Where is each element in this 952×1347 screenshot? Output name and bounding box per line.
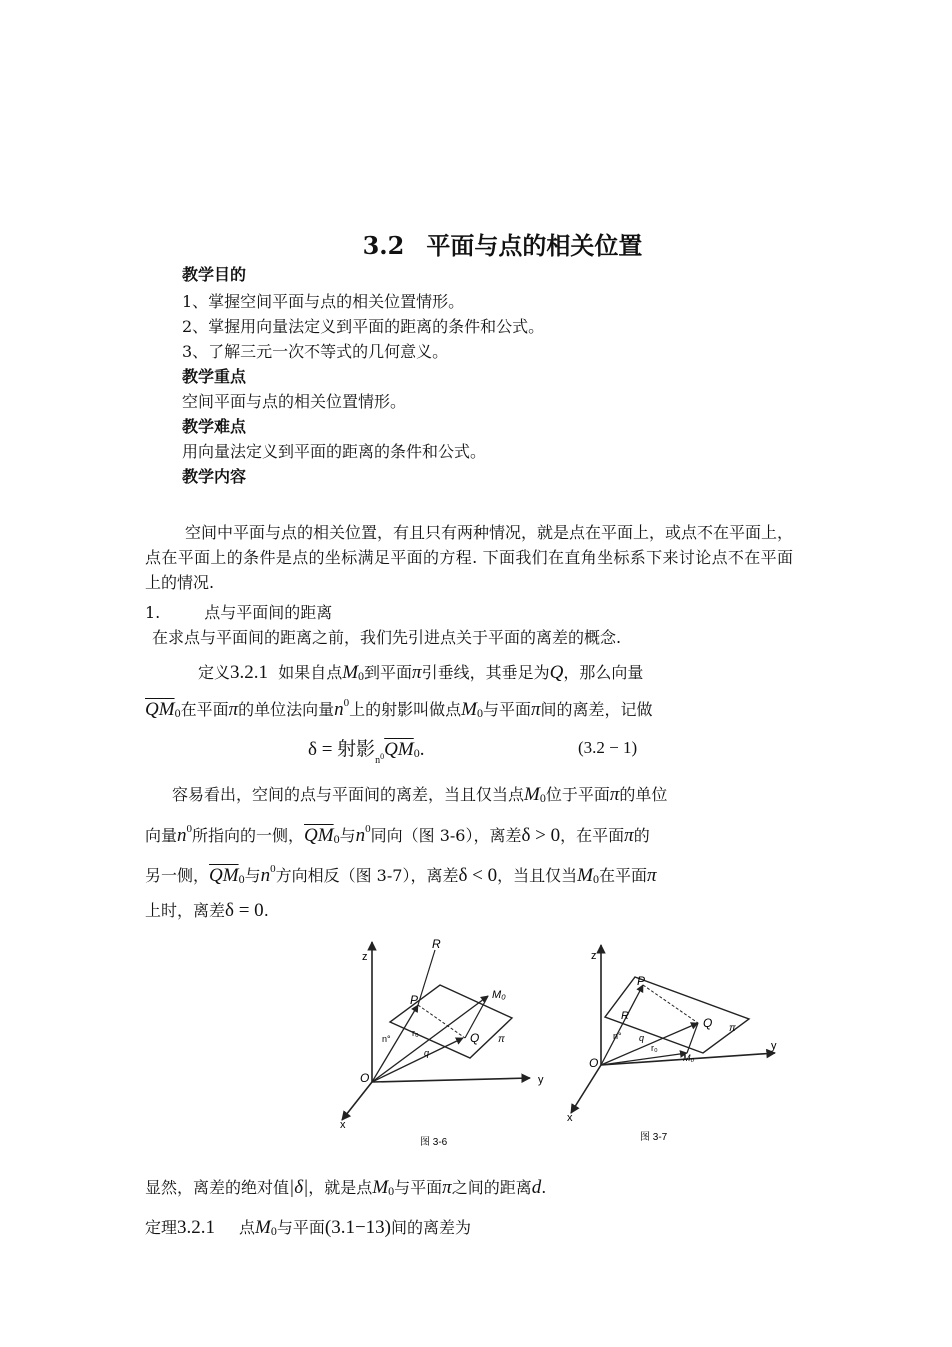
- aim-item-3: 3、了解三元一次不等式的几何意义。: [182, 342, 449, 361]
- fig1-label-x: x: [340, 1119, 346, 1131]
- symbol-Q: Q: [549, 662, 564, 683]
- key-text: 空间平面与点的相关位置情形。: [182, 392, 407, 411]
- fig1-label-Q: Q: [470, 1031, 480, 1045]
- para2-line-2: 向量$n^0$所指向的一侧，$\overline{QM}0$与$n^0$同向（图 3-6），离差δ > 0，在平面π的: [145, 823, 650, 846]
- difficulty-heading: 教学难点: [182, 417, 247, 436]
- fig2-label-x: x: [567, 1112, 573, 1124]
- symbol-M0: M0: [342, 662, 365, 683]
- fig1-label-q: q: [424, 1048, 430, 1058]
- fig2-label-O: O: [589, 1056, 599, 1070]
- formula-number: (3.2 − 1): [578, 738, 638, 757]
- key-heading: 教学重点: [182, 367, 247, 386]
- fig1-label-y: y: [538, 1074, 544, 1086]
- section-1-lead: 在求点与平面间的距离之前，我们先引进点关于平面的离差的概念.: [152, 628, 622, 647]
- fig2-label-n0: n°: [613, 1031, 622, 1041]
- intro-paragraph: 空间中平面与点的相关位置，有且只有两种情况，就是点在平面上，或点不在平面上，点在平面上的条件是点的坐标满足平面的方程. 下面我们在直角坐标系下来讨论点不在平面上的情况.: [145, 523, 794, 592]
- abs-delta: |δ|: [289, 1177, 309, 1198]
- fig1-label-O: O: [360, 1071, 370, 1085]
- deviation-formula: δ = 射影$_{n^0}\overline{QM}0$.: [308, 739, 425, 766]
- section-1-number: 1.: [145, 603, 161, 622]
- para2-line-3: 另一侧，$\overline{QM}0$与$n^0$方向相反（图 3-7），离差δ < 0，当且仅当M0在平面π: [145, 863, 657, 886]
- fig2-label-P: P: [637, 974, 646, 988]
- aim-item-1: 1、掌握空间平面与点的相关位置情形。: [182, 292, 465, 311]
- fig2-label-r0: r₀: [651, 1043, 658, 1053]
- fig1-label-z: z: [362, 951, 368, 963]
- theorem-line: 定理3.2.1 点M0与平面(3.1−13)间的离差为: [145, 1217, 472, 1238]
- symbol-n0: $n^0$: [334, 697, 350, 720]
- fig2-label-R: R: [621, 1010, 629, 1022]
- fig1-label-r0: r₀: [412, 1028, 419, 1038]
- fig1-label-P: P: [410, 993, 419, 1007]
- figure-3-6: [320, 930, 560, 1155]
- fig2-caption: 图 3-7: [640, 1132, 668, 1143]
- fig1-label-n0: n°: [382, 1034, 391, 1044]
- definition-line-2: $\overline{QM}0$在平面π的单位法向量$n^0$上的射影叫做点M0与平面π间的离差，记做: [145, 697, 653, 720]
- fig2-label-pi: π: [729, 1023, 736, 1034]
- fig1-label-pi: π: [498, 1034, 505, 1045]
- page-title: [0, 226, 952, 261]
- para2-line-1: 容易看出，空间的点与平面间的离差，当且仅当点M0位于平面π的单位: [172, 784, 668, 805]
- fig2-label-M0: M₀: [683, 1053, 695, 1063]
- section-1-title: 点与平面间的距离: [204, 603, 333, 622]
- x-axis: [342, 1082, 372, 1120]
- figure-3-7: [565, 935, 790, 1150]
- fig2-label-q: q: [639, 1033, 645, 1043]
- para3-line: 显然，离差的绝对值|δ|，就是点M0与平面π之间的距离d.: [145, 1177, 547, 1198]
- para2-line-4: 上时，离差δ = 0.: [145, 900, 269, 921]
- vector-QM0: $\overline{QM}0$: [145, 699, 181, 720]
- symbol-pi: π: [412, 662, 422, 683]
- fig2-label-Q: Q: [703, 1016, 713, 1030]
- fig2-label-z: z: [591, 950, 597, 962]
- definition-line-1: 定义3.2.1 如果自点M0到平面π引垂线，其垂足为Q，那么向量: [198, 662, 644, 683]
- difficulty-text: 用向量法定义到平面的距离的条件和公式。: [182, 442, 487, 461]
- fig2-label-y: y: [771, 1040, 777, 1052]
- section-number: 3.2: [362, 231, 405, 260]
- x-axis: [571, 1065, 601, 1113]
- fig1-label-R: R: [432, 937, 441, 951]
- y-axis: [372, 1078, 530, 1082]
- fig1-label-M0: M₀: [492, 989, 506, 1001]
- section-1-heading: [145, 600, 332, 623]
- aim-item-2: 2、掌握用向量法定义到平面的距离的条件和公式。: [182, 317, 545, 336]
- fig1-caption: 图 3-6: [420, 1137, 448, 1148]
- aims-heading: 教学目的: [182, 265, 247, 284]
- section-title-text: 平面与点的相关位置: [426, 231, 643, 260]
- content-heading: 教学内容: [182, 467, 247, 486]
